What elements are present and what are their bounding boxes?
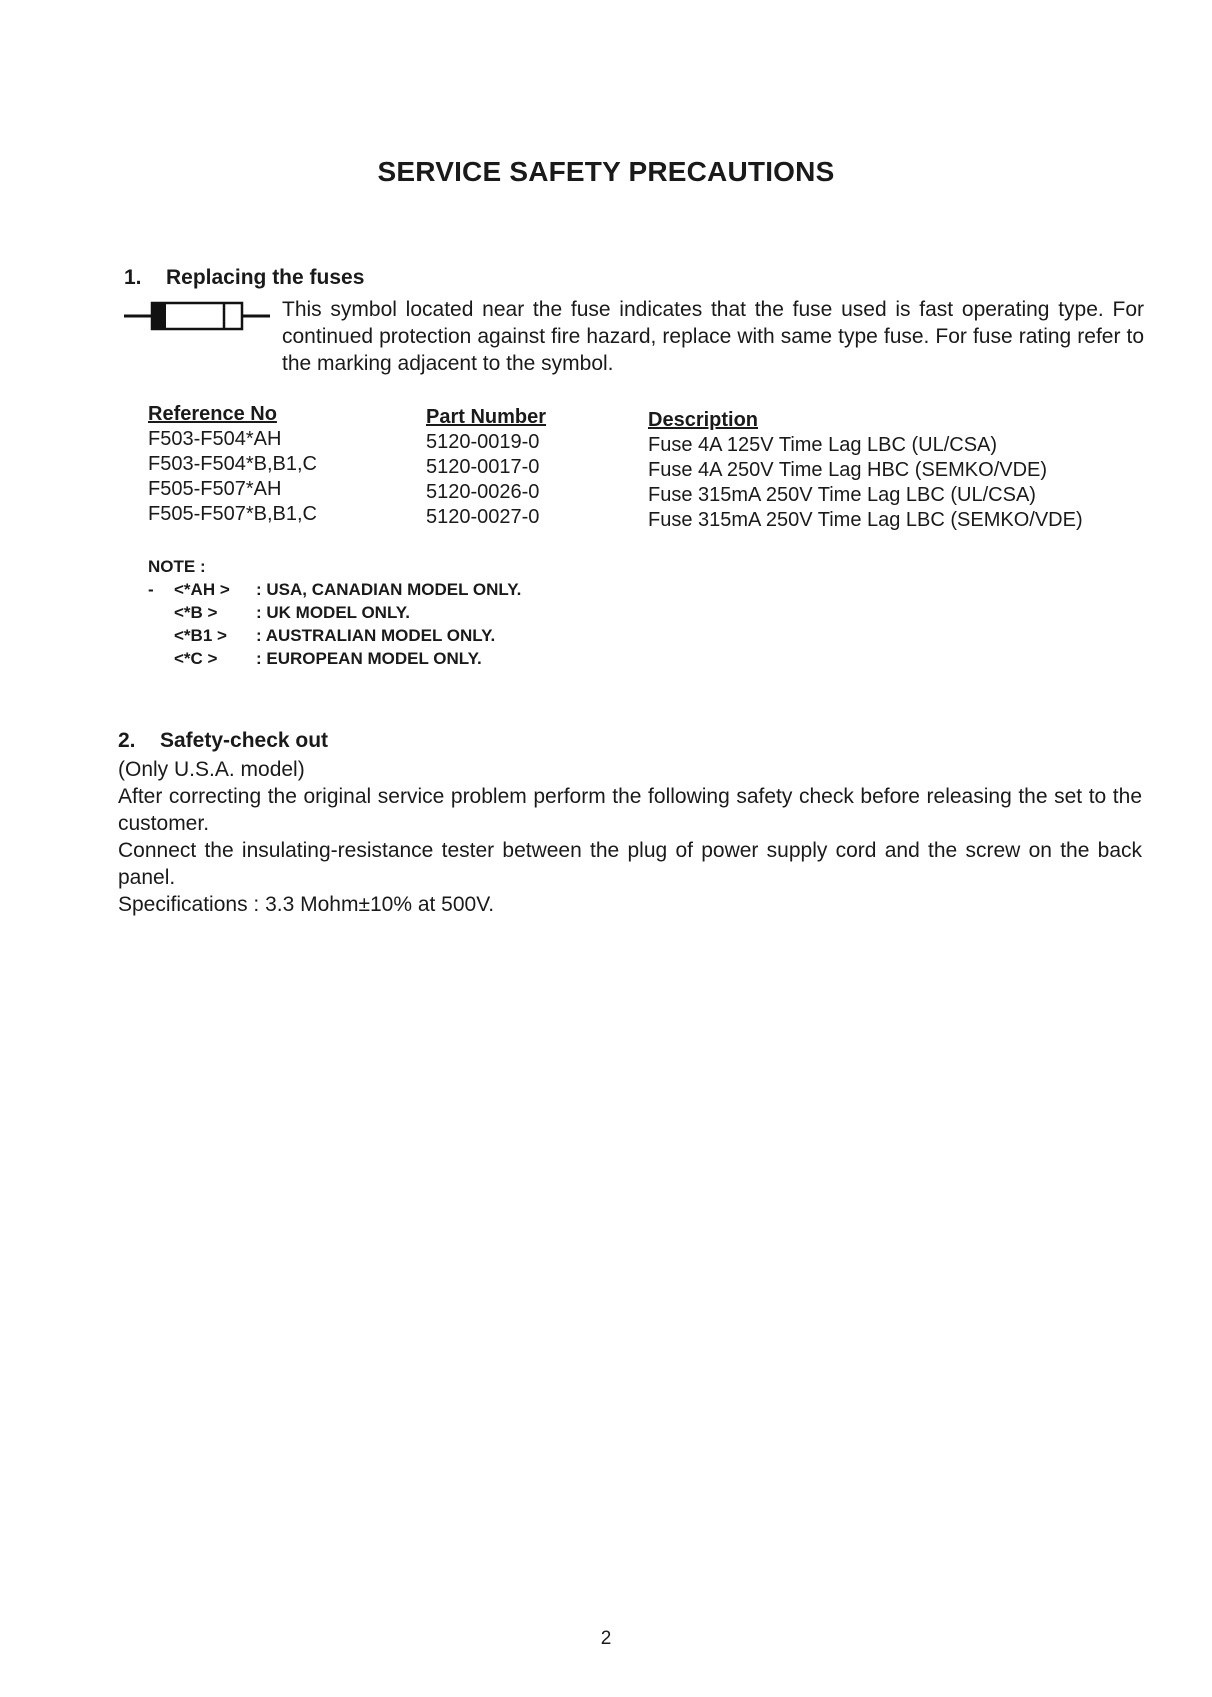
section-2-heading [118, 729, 328, 753]
page-title: SERVICE SAFETY PRECAUTIONS [377, 156, 835, 187]
table-cell: Fuse 315mA 250V Time Lag LBC (SEMKO/VDE) [648, 509, 1083, 531]
reference-column [148, 402, 317, 527]
note-label: NOTE : [148, 557, 206, 576]
part-number-header: Part Number [426, 406, 547, 428]
section-2-number: 2. [118, 729, 136, 752]
table-cell: Fuse 4A 250V Time Lag HBC (SEMKO/VDE) [648, 459, 1048, 481]
table-cell: Fuse 315mA 250V Time Lag LBC (UL/CSA) [648, 484, 1036, 506]
section-1-title: Replacing the fuses [166, 266, 365, 289]
section-2-paragraph-1: After correcting the original service problem perform the following safety check before releasing the set to the customer. [118, 785, 1142, 835]
note-text: : UK MODEL ONLY. [256, 603, 410, 622]
note-row [148, 601, 410, 624]
model-note [148, 555, 522, 670]
table-cell: F505-F507*AH [148, 478, 282, 500]
section-2-body [118, 756, 1142, 918]
table-cell: Fuse 4A 125V Time Lag LBC (UL/CSA) [648, 434, 998, 456]
note-code: <*B1 > [174, 626, 227, 645]
section-1-heading [124, 266, 364, 290]
table-cell: 5120-0026-0 [426, 481, 540, 503]
section-2-subtitle: (Only U.S.A. model) [118, 758, 305, 781]
part-number-column [426, 405, 546, 530]
note-row [148, 624, 496, 647]
note-text: : AUSTRALIAN MODEL ONLY. [256, 626, 496, 645]
page-number: 2 [600, 1628, 612, 1649]
note-code: <*AH > [174, 580, 230, 599]
table-cell: F503-F504*AH [148, 428, 282, 450]
description-header: Description [648, 409, 759, 431]
section-2-paragraph-2: Connect the insulating-resistance tester between the plug of power supply cord and the screw on the back panel. [118, 839, 1142, 889]
note-code: <*B > [174, 603, 218, 622]
note-bullet: - [148, 580, 154, 599]
table-cell: F505-F507*B,B1,C [148, 503, 317, 525]
note-text: : EUROPEAN MODEL ONLY. [256, 649, 482, 668]
fast-acting-fuse-symbol-icon [124, 299, 270, 333]
table-cell: F503-F504*B,B1,C [148, 453, 317, 475]
note-row [148, 578, 522, 601]
specifications-line: Specifications : 3.3 Mohm±10% at 500V. [118, 893, 495, 916]
note-code: <*C > [174, 649, 218, 668]
note-row [148, 647, 482, 670]
table-cell: 5120-0019-0 [426, 431, 540, 453]
fuse-symbol-description: This symbol located near the fuse indicates that the fuse used is fast operating type. For continued protection against fire hazard, replace with same type fuse. For fuse rating refer to the marking adjacent to the symbol. [282, 298, 1144, 375]
reference-header: Reference No [148, 403, 277, 425]
description-column [648, 408, 1083, 533]
table-cell: 5120-0017-0 [426, 456, 540, 478]
section-2-title: Safety-check out [160, 729, 329, 752]
table-cell: 5120-0027-0 [426, 506, 540, 528]
note-text: : USA, CANADIAN MODEL ONLY. [256, 580, 522, 599]
section-1-number: 1. [124, 266, 142, 289]
